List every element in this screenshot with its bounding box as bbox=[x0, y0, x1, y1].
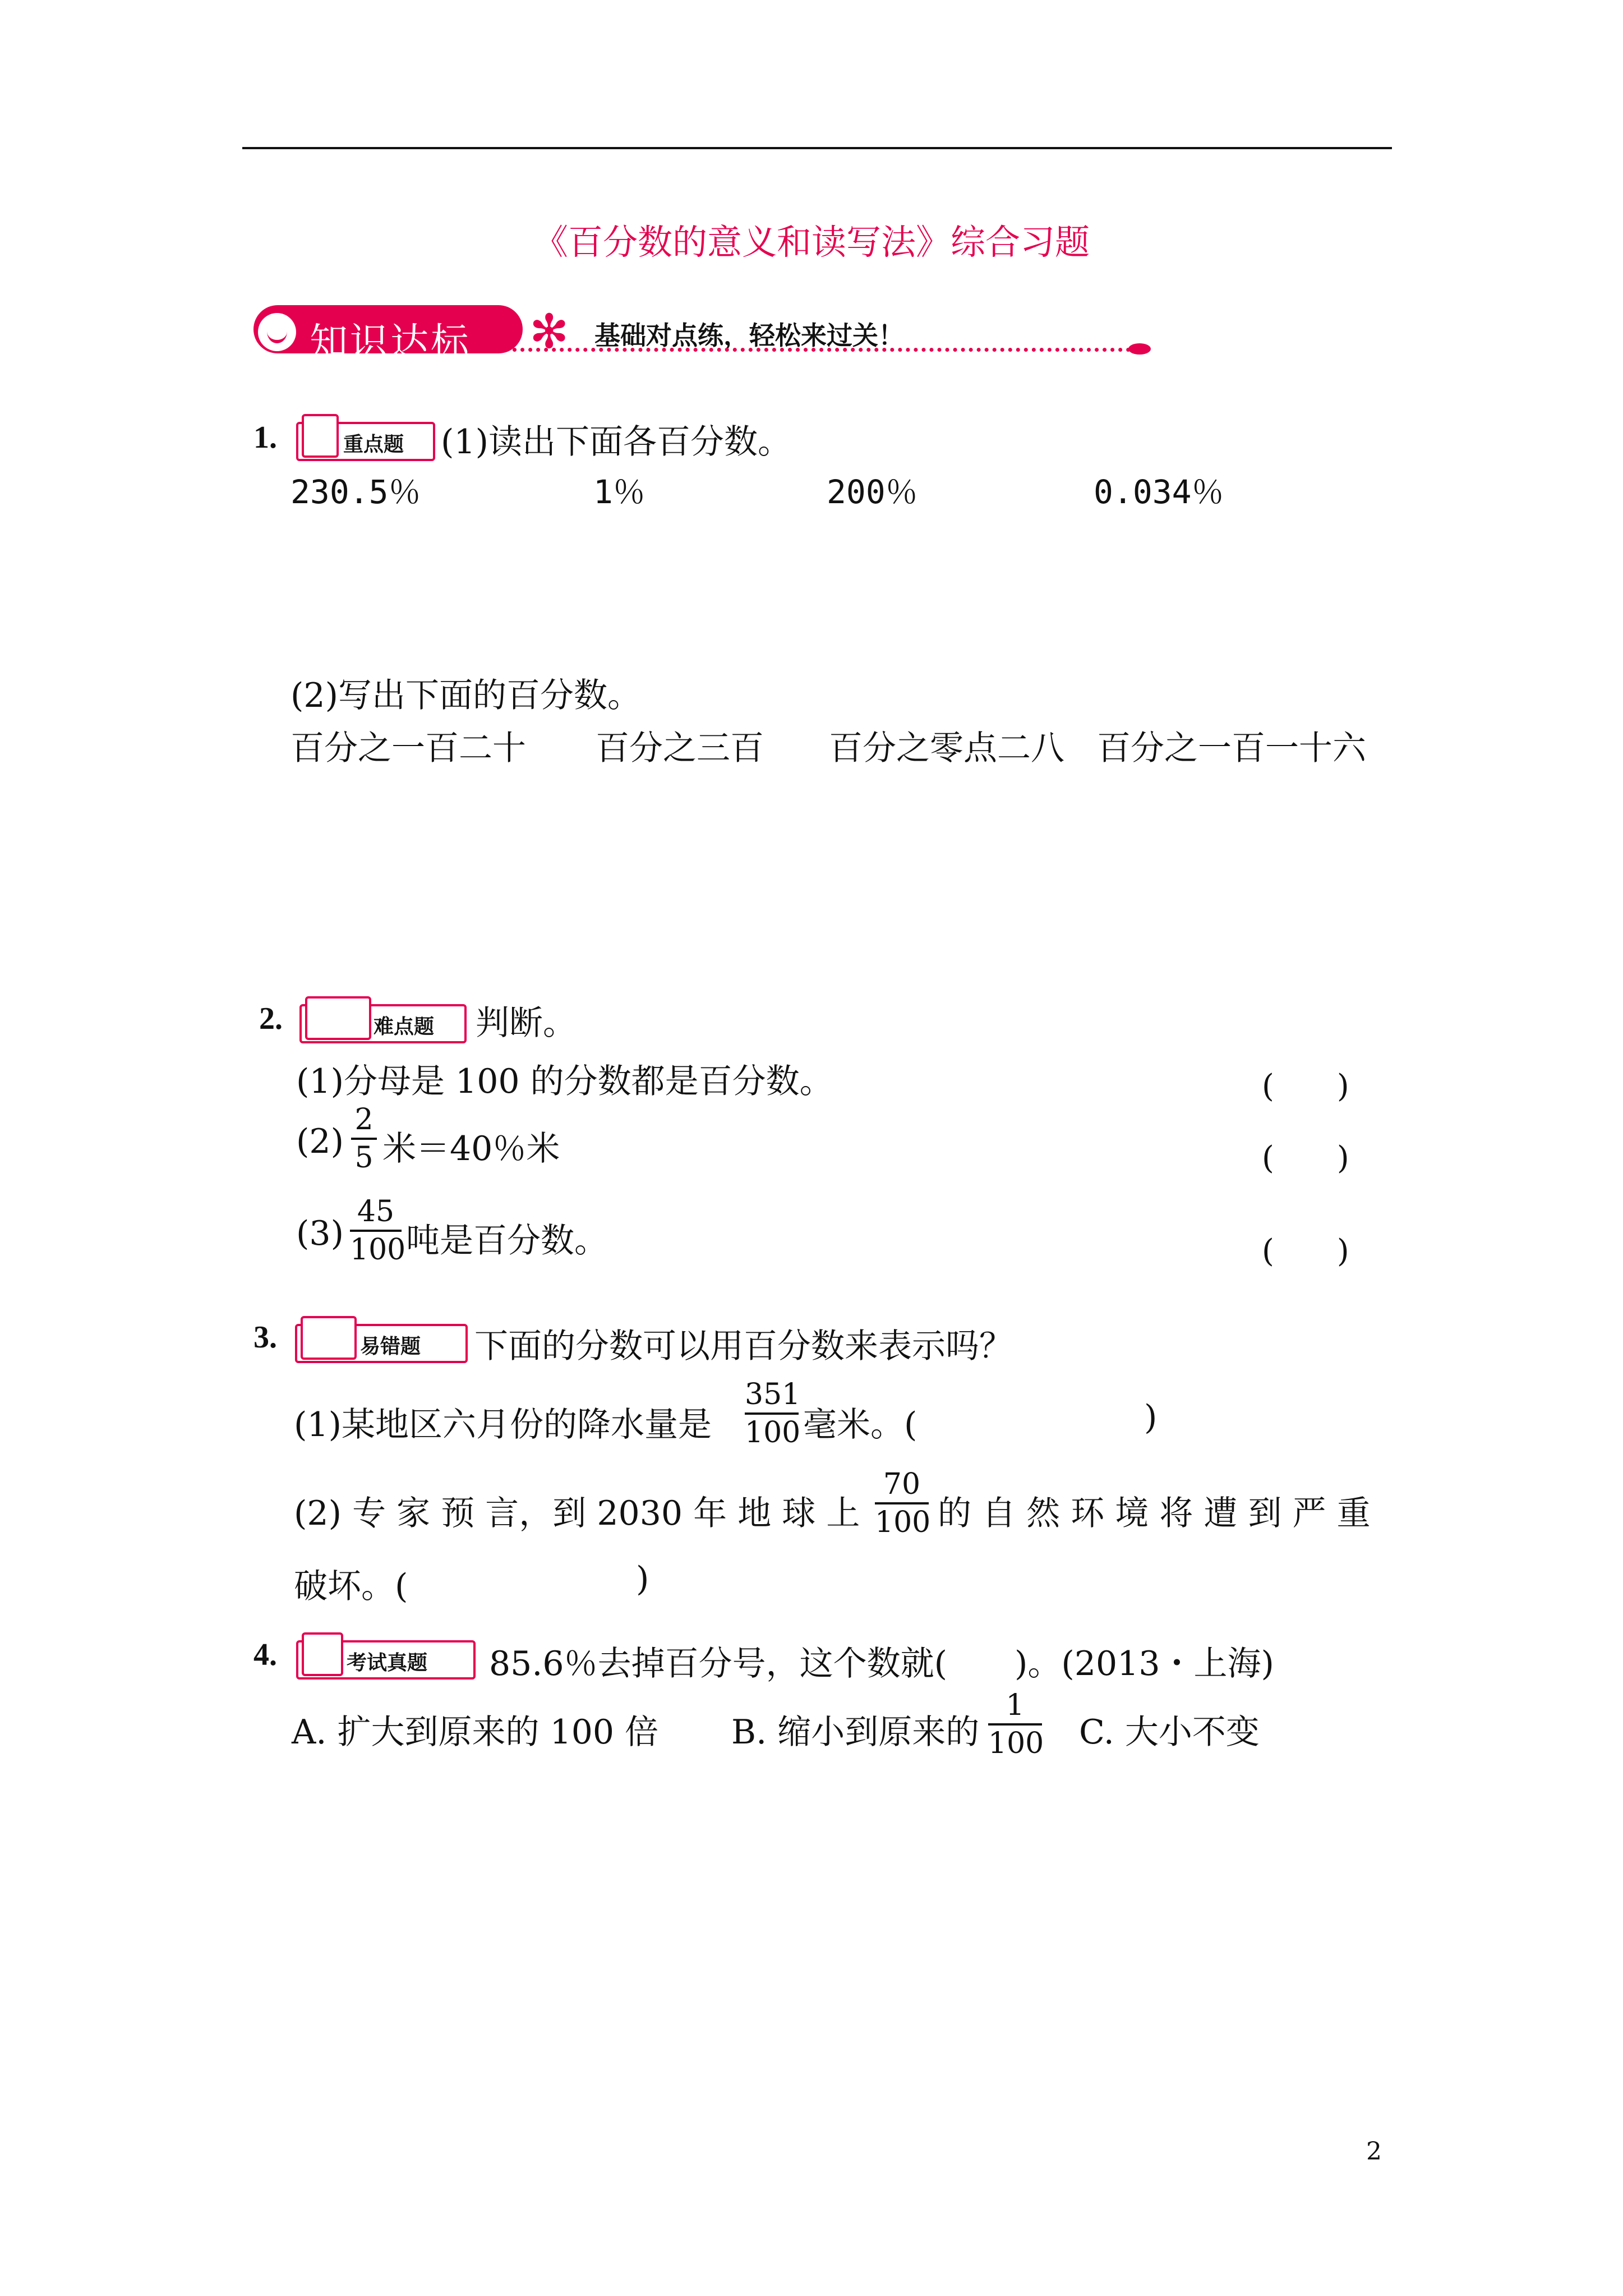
q4-option-c: C. 大小不变 bbox=[1079, 1713, 1260, 1752]
q1-badge bbox=[296, 422, 435, 461]
page-number: 2 bbox=[1366, 2137, 1382, 2166]
q3-badge-label: 易错题 bbox=[360, 1335, 421, 1358]
q2-item-2-suffix: 米＝40％米 bbox=[382, 1129, 560, 1168]
fraction-denominator: 100 bbox=[988, 1727, 1044, 1760]
fraction-bar bbox=[351, 1138, 377, 1140]
fraction-bar bbox=[350, 1230, 402, 1232]
q3-item-2-fraction bbox=[875, 1467, 929, 1539]
q3-item-1-prefix: (1)某地区六月份的降水量是 bbox=[294, 1405, 712, 1444]
q3-item-1-close[interactable]: ) bbox=[1144, 1398, 1158, 1437]
q3-stem: 下面的分数可以用百分数来表示吗？ bbox=[474, 1327, 1013, 1366]
q3-item-2-line2: 破坏。( bbox=[294, 1567, 408, 1606]
page-title: 《百分数的意义和读写法》综合习题 bbox=[533, 222, 1090, 263]
q4-number: 4. bbox=[253, 1637, 277, 1672]
q2-stem: 判断。 bbox=[476, 1004, 577, 1043]
q4-option-a: A. 扩大到原来的 100 倍 bbox=[292, 1713, 659, 1752]
q3-item-1-suffix: 毫米。( bbox=[803, 1405, 917, 1444]
q3-number: 3. bbox=[253, 1320, 277, 1355]
first-aid-icon bbox=[301, 1316, 357, 1360]
q3-badge bbox=[295, 1324, 468, 1363]
banner-label: 知识达标 bbox=[310, 320, 472, 365]
q1-part2: (2)写出下面的百分数。 bbox=[291, 676, 641, 715]
q1-word-3: 百分之零点二八 bbox=[829, 729, 1064, 768]
q2-badge bbox=[299, 1004, 467, 1043]
banner-subtitle: 基础对点练，轻松来过关！ bbox=[594, 320, 904, 351]
q1-percent-4: 0.034％ bbox=[1094, 473, 1224, 511]
fraction-bar bbox=[988, 1723, 1042, 1726]
q1-percent-3: 200％ bbox=[827, 473, 918, 511]
q1-number: 1. bbox=[253, 420, 277, 455]
notebook-icon bbox=[302, 414, 339, 458]
q4-stem: 85.6％去掉百分号，这个数就( )。(2013・上海) bbox=[489, 1644, 1274, 1683]
banner-pill bbox=[253, 305, 523, 365]
q4-option-b-fraction bbox=[988, 1688, 1042, 1760]
q3-item-2-suffix: 的 自 然 环 境 将 遭 到 严 重 bbox=[938, 1494, 1371, 1533]
fraction-denominator: 5 bbox=[354, 1141, 374, 1175]
fraction-numerator: 70 bbox=[883, 1467, 921, 1501]
q3-item-1-fraction bbox=[745, 1378, 799, 1450]
face-icon bbox=[305, 996, 371, 1040]
q3-item-2-prefix: (2) 专 家 预 言，到 2030 年 地 球 上 bbox=[294, 1494, 860, 1533]
q2-badge-label: 难点题 bbox=[374, 1015, 435, 1038]
newspaper-icon bbox=[302, 1632, 343, 1676]
q3-item-2-close[interactable]: ) bbox=[636, 1559, 649, 1599]
fraction-numerator: 45 bbox=[357, 1195, 395, 1228]
fraction-denominator: 100 bbox=[745, 1416, 801, 1450]
q2-item-1: (1)分母是 100 的分数都是百分数。 bbox=[296, 1062, 833, 1101]
q4-option-b-prefix: B. 缩小到原来的 bbox=[731, 1713, 980, 1752]
q2-item-3-prefix: (3) bbox=[296, 1214, 344, 1253]
q2-number: 2. bbox=[259, 1001, 283, 1036]
q1-word-4: 百分之一百一十六 bbox=[1097, 729, 1366, 768]
q2-item-2-prefix: (2) bbox=[296, 1122, 344, 1161]
q1-percent-1: 230.5％ bbox=[291, 473, 421, 511]
q2-item-3-fraction bbox=[350, 1195, 406, 1267]
q2-blank-3[interactable]: ( ) bbox=[1262, 1233, 1349, 1269]
q2-blank-2[interactable]: ( ) bbox=[1262, 1140, 1349, 1176]
fraction-bar bbox=[745, 1412, 799, 1415]
q2-blank-1[interactable]: ( ) bbox=[1262, 1068, 1349, 1105]
q1-percent-2: 1％ bbox=[593, 473, 645, 511]
fraction-numerator: 1 bbox=[1006, 1688, 1025, 1722]
flower-icon: ✻ bbox=[529, 304, 569, 359]
fraction-denominator: 100 bbox=[350, 1233, 406, 1267]
banner-dotted-line bbox=[505, 348, 1138, 352]
fraction-numerator: 351 bbox=[745, 1378, 801, 1411]
q1-word-2: 百分之三百 bbox=[596, 729, 764, 768]
header-rule bbox=[242, 147, 1392, 149]
q1-word-1: 百分之一百二十 bbox=[291, 729, 526, 768]
q1-part1: (1)读出下面各百分数。 bbox=[441, 422, 791, 462]
fraction-numerator: 2 bbox=[354, 1103, 374, 1137]
banner-dot-end bbox=[1128, 343, 1151, 355]
fraction-denominator: 100 bbox=[875, 1506, 931, 1539]
q1-badge-label: 重点题 bbox=[343, 433, 404, 456]
q4-badge bbox=[296, 1640, 476, 1680]
q2-item-3-suffix: 吨是百分数。 bbox=[406, 1221, 608, 1260]
q4-badge-label: 考试真题 bbox=[347, 1651, 428, 1674]
smiley-icon bbox=[258, 313, 296, 351]
q2-item-2-fraction bbox=[351, 1103, 377, 1175]
fraction-bar bbox=[875, 1502, 929, 1504]
